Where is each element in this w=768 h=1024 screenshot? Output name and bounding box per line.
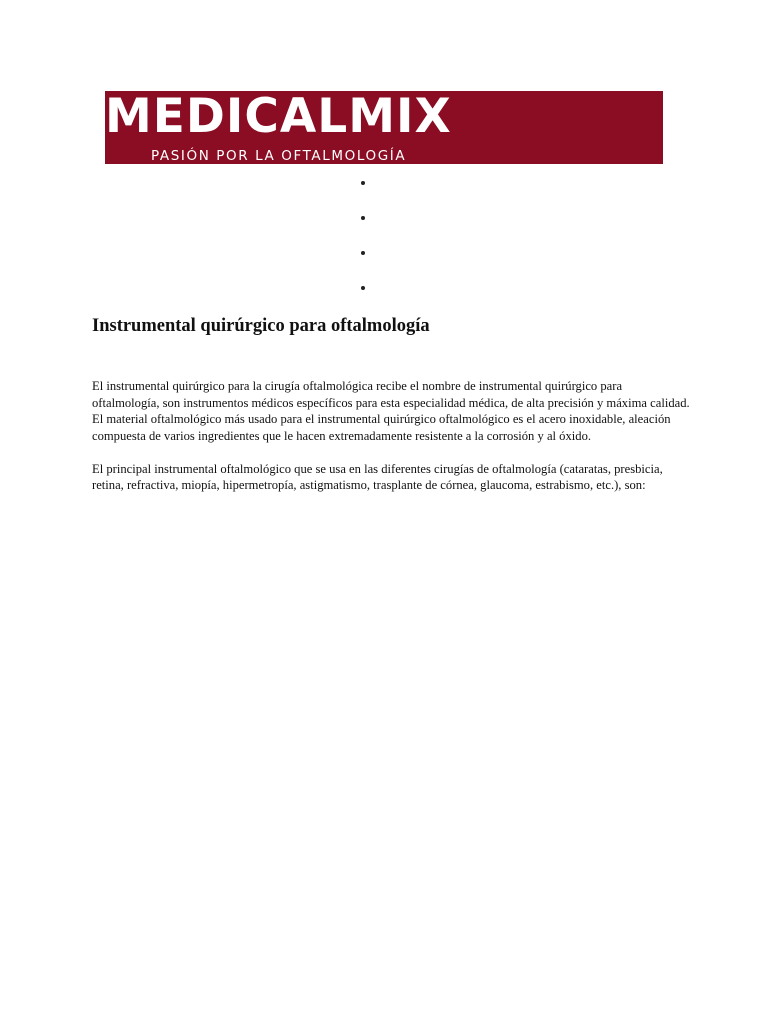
nav-menu-item[interactable] <box>355 279 375 314</box>
article-title: Instrumental quirúrgico para oftalmología <box>92 316 430 336</box>
article-paragraph: El instrumental quirúrgico para la cirugía oftalmológica recibe el nombre de instrumental quirúrgico para oftalmología, son instrumentos médicos específicos para esta especialidad médica, de alta precisión y máxima calidad. <box>92 379 690 410</box>
logo-banner[interactable] <box>105 91 663 164</box>
nav-menu <box>355 174 375 314</box>
logo-wordmark: MEDICALMIX <box>105 91 452 144</box>
article-paragraph: El material oftalmológico más usado para el instrumental quirúrgico oftalmológico es el acero inoxidable, aleación compuesta de varios ingredientes que le hacen extremadamente resistente a la corrosión y al óxido. <box>92 412 671 443</box>
nav-menu-item[interactable] <box>355 174 375 209</box>
bullet-icon <box>361 286 365 290</box>
bullet-icon <box>361 216 365 220</box>
paragraph-spacer <box>92 444 692 461</box>
bullet-icon <box>361 251 365 255</box>
nav-menu-item[interactable] <box>355 209 375 244</box>
logo-tagline: PASIÓN POR LA OFTALMOLOGÍA <box>151 148 407 164</box>
bullet-icon <box>361 181 365 185</box>
article-paragraph: El principal instrumental oftalmológico que se usa en las diferentes cirugías de oftalmología (cataratas, presbicia, retina, refractiva, miopía, hipermetropía, astigmatismo, trasplante de córnea, glaucoma, estrabismo, etc.), son: <box>92 461 663 492</box>
article-body <box>92 378 692 494</box>
nav-menu-item[interactable] <box>355 244 375 279</box>
